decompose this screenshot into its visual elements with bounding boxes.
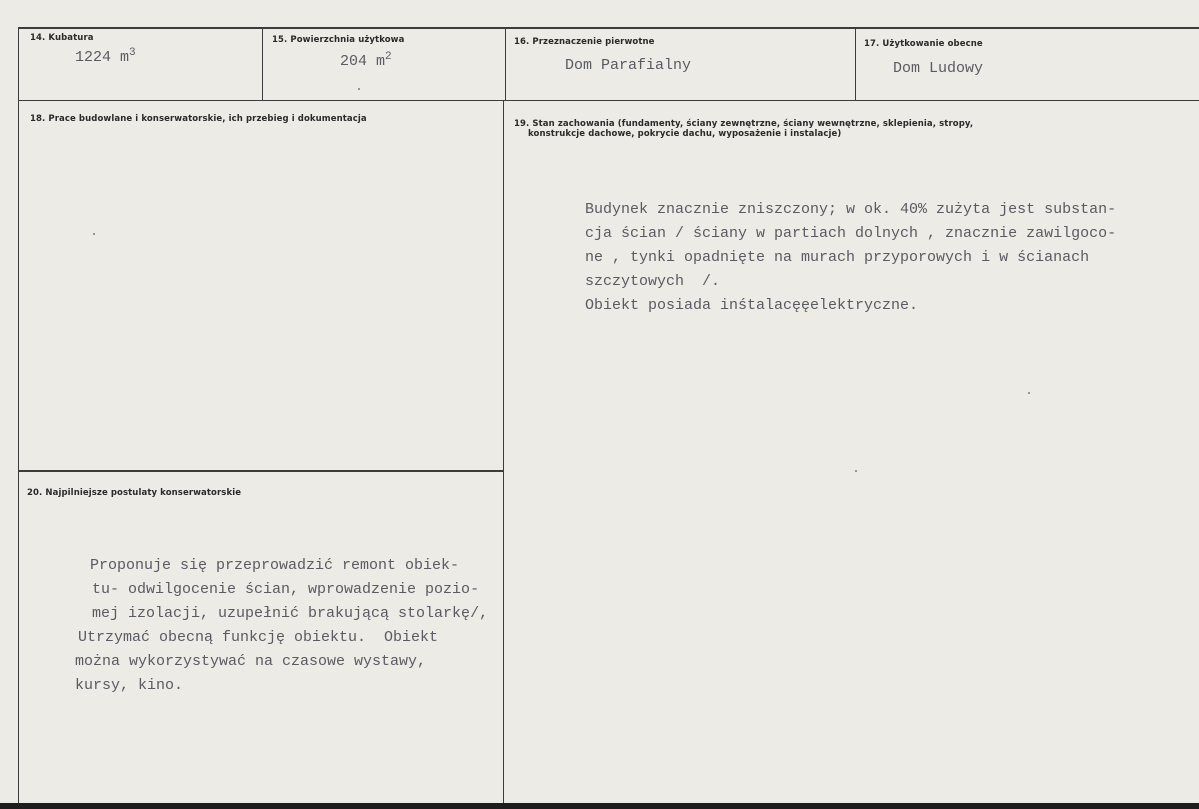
paper-speck [358,88,360,90]
divider-14-15 [262,28,263,100]
divider-18-19 [503,101,504,809]
field-19-text [585,174,1116,366]
field-20-text [75,530,488,746]
paper-speck [1028,392,1030,394]
field-19-label-line1: 19. Stan zachowania (fundamenty, ściany zewnętrzne, ściany wewnętrzne, sklepienia, stropy, [514,119,974,129]
divider-15-16 [505,28,506,100]
paper-speck [93,233,95,235]
paper-speck [855,470,857,472]
field-16-value: Dom Parafialny [565,57,692,74]
bottom-edge-shadow [0,803,1199,809]
divider-16-17 [855,28,856,100]
postulate-line: można wykorzystywać na czasowe wystawy, [75,653,427,670]
field-15-value [340,50,392,74]
condition-line: ne , tynki opadnięte na murach przyporowych i w ścianach [585,249,1090,266]
row1-bottom-border [18,100,1199,101]
condition-line: Budynek znacznie zniszczony; w ok. 40% zużyta jest substan- [585,201,1117,218]
postulate-line: tu- odwilgocenie ścian, wprowadzenie pozio- [83,581,480,598]
field-20-label: 20. Najpilniejsze postulaty konserwatorskie [27,488,242,498]
row2-bottom-border [18,470,503,472]
field-14-value [75,46,136,70]
field-14-label: 14. Kubatura [30,33,94,43]
area-number: 204 [340,53,368,70]
postulate-line: Proponuje się przeprowadzić remont obiek- [90,557,460,574]
cubature-number: 1224 [75,49,112,66]
field-17-value: Dom Ludowy [893,60,984,77]
field-19-label-line2: konstrukcje dachowe, pokrycie dachu, wyposażenie i instalacje) [528,129,842,139]
field-17-label: 17. Użytkowanie obecne [864,39,983,49]
condition-line: cja ścian / ściany w partiach dolnych , znacznie zawilgoco- [585,225,1117,242]
field-18-label: 18. Prace budowlane i konserwatorskie, ich przebieg i dokumentacja [30,114,367,124]
postulate-line: Utrzymać obecną funkcję obiektu. Obiekt [78,629,439,646]
postulate-line: mej izolacji, uzupełnić brakującą stolarkę/, [83,605,489,622]
top-border [18,27,1199,29]
cubature-exponent: 3 [129,47,136,59]
field-16-label: 16. Przeznaczenie pierwotne [514,37,655,47]
area-unit: m [376,53,386,70]
left-border [18,27,19,809]
postulate-line: kursy, kino. [75,677,184,694]
cubature-unit: m [120,49,130,66]
condition-line: Obiekt posiada inśtalacęęelektryczne. [585,297,919,314]
area-exponent: 2 [385,51,392,63]
condition-line: szczytowych /. [585,273,721,290]
field-15-label: 15. Powierzchnia użytkowa [272,35,405,45]
